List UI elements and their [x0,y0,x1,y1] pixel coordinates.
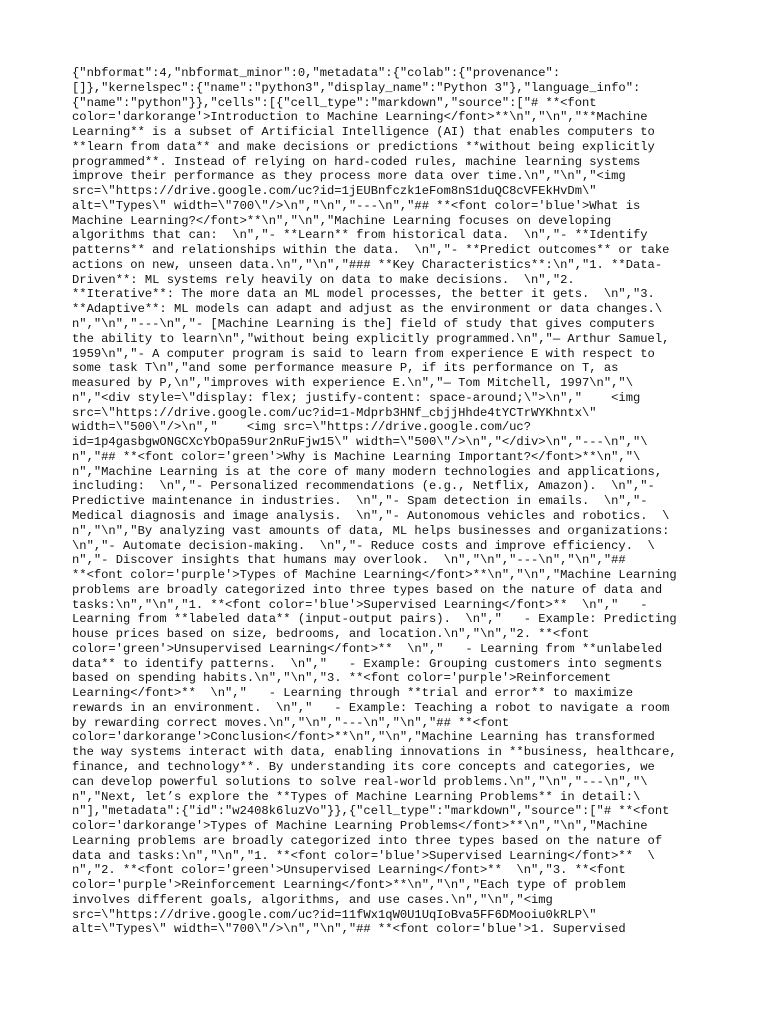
text-line: Predictive maintenance in industries. \n","- Spam detection in emails. \n","- [72,494,648,509]
text-line: color='darkorange'>Conclusion</font>**\n","\n","Machine Learning has transformed [72,730,655,745]
text-line: n","Machine Learning is at the core of many modern technologies and applications, [72,464,663,479]
text-line: involves different goals, algorithms, and use cases.\n","\n","<img [72,892,553,907]
text-line: n","2. **<font color='green'>Unsupervised Learning</font>** \n","3. **<font [72,863,626,878]
text-line: data** to identify patterns. \n"," - Example: Grouping customers into segments [72,656,663,671]
text-line: n","\n","By analyzing vast amounts of data, ML helps businesses and organizations: [72,523,670,538]
text-line: {"nbformat":4,"nbformat_minor":0,"metadata":{"colab":{"provenance": [72,66,561,80]
text-line: actions on new, unseen data.\n","\n","### **Key Characteristics**:\n","1. **Data- [72,257,663,272]
text-line: data and tasks:\n","\n","1. **<font color='blue'>Supervised Learning</font>** \ [72,848,655,863]
text-line: src=\"https://drive.google.com/uc?id=1jEUBnfczk1eFom8nS1duQC8cVFEkHvDm\" [72,184,597,199]
text-line: rewards in an environment. \n"," - Example: Teaching a robot to navigate a room [72,700,670,715]
text-line: color='purple'>Reinforcement Learning</font>**\n","\n","Each type of problem [72,878,626,893]
text-line: n","\n","---\n","- [Machine Learning is the] field of study that gives computers [72,317,655,332]
text-line: algorithms that can: \n","- **Learn** from historical data. \n","- **Identify [72,228,648,243]
raw-notebook-json-text [72,66,700,937]
text-line: house prices based on size, bedrooms, and location.\n","\n","2. **<font [72,627,590,642]
text-line: **Iterative**: The more data an ML model processes, the better it gets. \n","3. [72,287,655,302]
text-line: tasks:\n","\n","1. **<font color='blue'>Supervised Learning</font>** \n"," - [72,597,648,612]
text-line: Learning from **labeled data** (input-output pairs). \n"," - Example: Predicting [72,612,677,627]
text-line: alt=\"Types\" width=\"700\"/>\n","\n","## **<font color='blue'>1. Supervised [72,922,626,937]
text-line: improve their performance as they process more data over time.\n","\n","<img [72,169,626,184]
text-line: the ability to learn\n","without being explicitly programmed.\n","— Arthur Samuel, [72,331,670,346]
text-line: finance, and technology**. By understanding its core concepts and categories, we [72,759,655,774]
text-line: {"name":"python"}},"cells":[{"cell_type":"markdown","source":["# **<font [72,95,597,110]
text-line: based on spending habits.\n","\n","3. **<font color='purple'>Reinforcement [72,671,612,686]
text-line: can develop powerful solutions to solve real-world problems.\n","\n","---\n","\ [72,774,648,789]
text-line: **learn from data** and make decisions or predictions **without being explicitly [72,139,655,154]
text-line: Learning** is a subset of Artificial Intelligence (AI) that enables computers to [72,125,655,140]
text-line: Medical diagnosis and image analysis. \n","- Autonomous vehicles and robotics. \ [72,508,670,523]
text-line: including: \n","- Personalized recommendations (e.g., Netflix, Amazon). \n","- [72,479,655,494]
text-line: color='green'>Unsupervised Learning</font>** \n"," - Learning from **unlabeled [72,641,663,656]
text-line: \n","- Automate decision-making. \n","- Reduce costs and improve efficiency. \ [72,538,655,553]
text-line: src=\"https://drive.google.com/uc?id=11fWx1qW0U1UqIoBva5FF6DMooiu0kRLP\" [72,907,597,922]
text-line: n"],"metadata":{"id":"w2408k6luzVo"}},{"cell_type":"markdown","source":["# **<font [72,804,670,819]
text-line: some task T\n","and some performance measure P, if its performance on T, as [72,361,619,376]
text-line: id=1p4gasbgwONGCXcYbOpa59ur2nRuFjw15\" width=\"500\"/>\n","</div>\n","---\n","\ [72,435,648,450]
text-line: Learning</font>** \n"," - Learning through **trial and error** to maximize [72,686,633,701]
text-line: n","## **<font color='green'>Why is Machine Learning Important?</font>**\n","\ [72,449,641,464]
text-line: n","<div style=\"display: flex; justify-content: space-around;\">\n"," <img [72,390,641,405]
text-line: programmed**. Instead of relying on hard-coded rules, machine learning systems [72,154,641,169]
text-line: by rewarding correct moves.\n","\n","---\n","\n","## **<font [72,715,510,730]
text-line: Driven**: ML systems rely heavily on data to make decisions. \n","2. [72,272,575,287]
text-line: Machine Learning?</font>**\n","\n","Machine Learning focuses on developing [72,213,612,228]
text-line: problems are broadly categorized into three types based on the nature of data and [72,582,663,597]
text-line: width=\"500\"/>\n"," <img src=\"https://drive.google.com/uc? [72,420,531,435]
text-line: 1959\n","- A computer program is said to learn from experience E with respect to [72,346,655,361]
text-line: alt=\"Types\" width=\"700\"/>\n","\n","---\n","## **<font color='blue'>What is [72,198,641,213]
text-line: **Adaptive**: ML models can adapt and adjust as the environment or data changes.\ [72,302,663,317]
text-line: Learning problems are broadly categorized into three types based on the nature of [72,833,663,848]
text-line: color='darkorange'>Introduction to Machine Learning</font>**\n","\n","**Machine [72,110,648,125]
text-line: n","Next, let’s explore the **Types of Machine Learning Problems** in detail:\ [72,789,641,804]
text-line: n","- Discover insights that humans may overlook. \n","\n","---\n","\n","## [72,553,626,568]
text-line: the way systems interact with data, enabling innovations in **business, healthcare, [72,745,677,760]
text-line: measured by P,\n","improves with experience E.\n","— Tom Mitchell, 1997\n","\ [72,376,633,391]
text-line: src=\"https://drive.google.com/uc?id=1-Mdprb3HNf_cbjjHhde4tYCTrWYKhntx\" [72,405,597,420]
text-line: **<font color='purple'>Types of Machine Learning</font>**\n","\n","Machine Learning [72,568,677,583]
text-line: patterns** and relationships within the data. \n","- **Predict outcomes** or take [72,243,670,258]
text-line: color='darkorange'>Types of Machine Learning Problems</font>**\n","\n","Machine [72,819,648,834]
text-line: []},"kernelspec":{"name":"python3","display_name":"Python 3"},"language_info": [72,80,641,95]
